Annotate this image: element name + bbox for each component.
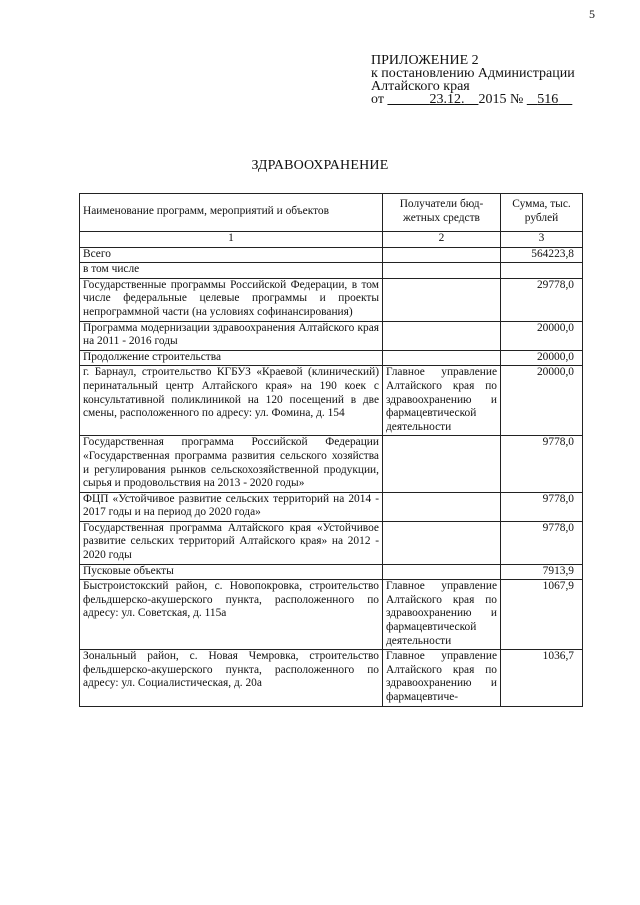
row-recipient [383,321,501,350]
row-amount: 20000,0 [501,350,583,366]
header-name: Наименование программ, мероприятий и объектов [80,194,383,232]
row-recipient [383,564,501,580]
row-recipient [383,436,501,492]
row-name: Зональный район, с. Новая Чемровка, строительство фельдшерско-акушерского пункта, расположенного по адресу: ул. Социалистическая, д. 20а [80,650,383,706]
table-row [80,580,583,650]
row-recipient: Главное управление Алтайского края по здравоохранению и фармацевтиче- [383,650,501,706]
row-recipient [383,263,501,279]
row-amount: 1067,9 [501,580,583,650]
table-row [80,350,583,366]
annex-date-prefix: от [371,92,384,107]
header-sum: Сумма, тыс. рублей [501,194,583,232]
row-recipient [383,521,501,564]
row-name: ФЦП «Устойчивое развитие сельских территорий на 2014 - 2017 годы и на период до 2020 года» [80,492,383,521]
annex-title: ПРИЛОЖЕНИЕ 2 [371,53,479,68]
row-name: Программа модернизации здравоохранения Алтайского края на 2011 - 2016 годы [80,321,383,350]
row-recipient [383,278,501,321]
table-row [80,263,583,279]
column-number: 3 [501,232,583,248]
row-amount: 20000,0 [501,366,583,436]
annex-year: 2015 № [478,92,524,107]
table-row [80,521,583,564]
page-title: ЗДРАВООХРАНЕНИЕ [251,158,389,173]
table-row [80,366,583,436]
header-recipients: Получатели бюд-жетных средств [383,194,501,232]
row-recipient [383,350,501,366]
page-number: 5 [589,7,595,21]
column-number-row [80,232,583,248]
row-amount: 564223,8 [501,247,583,263]
row-name: Всего [80,247,383,263]
table-row [80,650,583,706]
row-name: г. Барнаул, строительство КГБУЗ «Краевой (клинический) перинатальный центр Алтайского края» на 190 коек с консультативной поликлиникой на 120 посещений в две смены, расположенного по адресу: ул. Фомина, д. 154 [80,366,383,436]
column-number: 2 [383,232,501,248]
row-amount: 1036,7 [501,650,583,706]
annex-block [371,54,575,106]
row-amount: 9778,0 [501,521,583,564]
budget-table [79,193,583,707]
table-row [80,564,583,580]
table-row [80,492,583,521]
row-recipient: Главное управление Алтайского края по здравоохранению и фармацевтической деятельности [383,366,501,436]
row-name: Быстроистокский район, с. Новопокровка, строительство фельдшерско-акушерского пункта, расположенного по адресу: ул. Советская, д. 115а [80,580,383,650]
table-row [80,436,583,492]
row-amount: 29778,0 [501,278,583,321]
table-row [80,321,583,350]
row-name: Государственная программа Алтайского края «Устойчивое развитие сельских территорий Алтайского края» на 2012 - 2020 годы [80,521,383,564]
annex-date: 23.12. [429,92,465,107]
row-name: Государственные программы Российской Федерации, в том числе федеральные целевые программы и проекты непрограммной части (на условиях софинансирования) [80,278,383,321]
row-recipient [383,492,501,521]
annex-date-line [371,93,575,106]
row-name: в том числе [80,263,383,279]
table-row [80,278,583,321]
table-row [80,247,583,263]
row-recipient [383,247,501,263]
row-recipient: Главное управление Алтайского края по здравоохранению и фармацевтической деятельности [383,580,501,650]
column-number: 1 [80,232,383,248]
table-header-row [80,194,583,232]
annex-line3: Алтайского края [371,79,470,94]
row-amount: 9778,0 [501,492,583,521]
row-name: Продолжение строительства [80,350,383,366]
row-name: Пусковые объекты [80,564,383,580]
row-name: Государственная программа Российской Федерации «Государственная программа развития сельского хозяйства и регулирования рынков сельскохозяйственной продукции, сырья и продовольствия на 2013 - 2020 годы» [80,436,383,492]
row-amount [501,263,583,279]
row-amount: 20000,0 [501,321,583,350]
row-amount: 9778,0 [501,436,583,492]
row-amount: 7913,9 [501,564,583,580]
annex-number: 516 [537,92,559,107]
annex-line2: к постановлению Администрации [371,66,575,81]
